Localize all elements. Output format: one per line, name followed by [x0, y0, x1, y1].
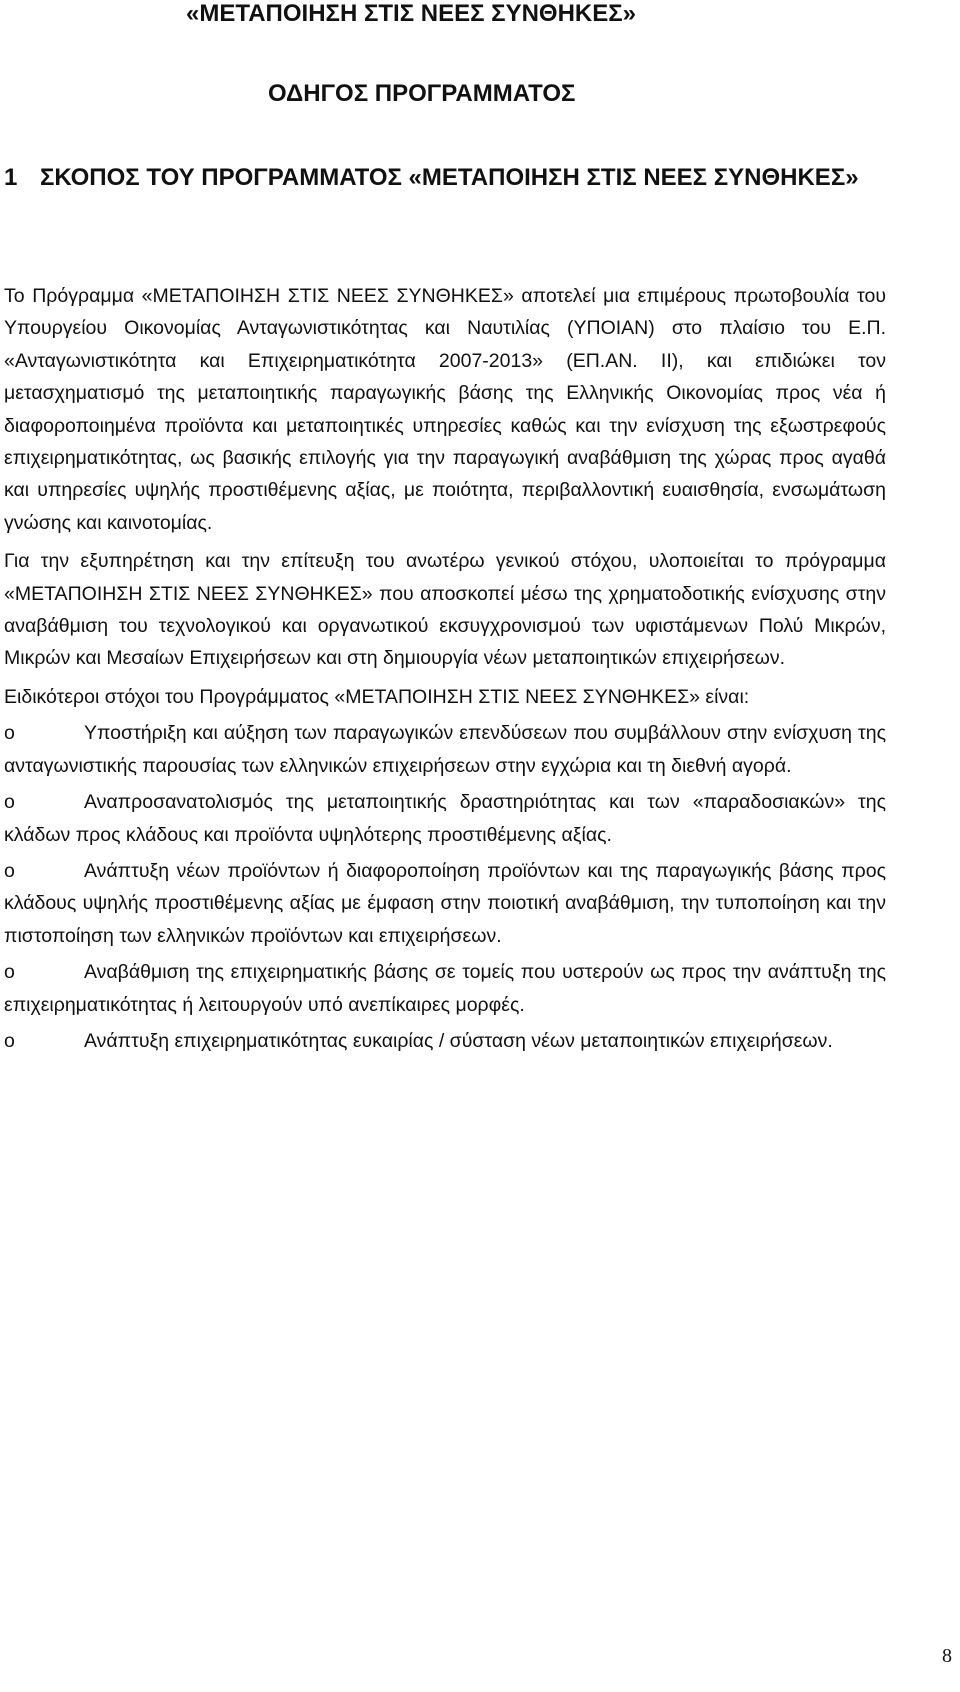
list-item [4, 956, 886, 1021]
list-item [4, 717, 886, 782]
bullet-mark: o [4, 791, 15, 814]
section-heading [4, 160, 886, 196]
section-number: 1 [4, 164, 18, 191]
list-item-text: Αναβάθμιση της επιχειρηματικής βάσης σε τομείς που υστερούν ως προς την ανάπτυξη της επιχειρηματικότητας ή λειτουργούν υπό ανεπίκαιρες μορφές. [4, 961, 886, 1016]
paragraph-objectives-intro: Ειδικότεροι στόχοι του Προγράμματος «ΜΕΤΑΠΟΙΗΣΗ ΣΤΙΣ ΝΕΕΣ ΣΥΝΘΗΚΕΣ» είναι: [4, 685, 750, 708]
list-item-text: Αναπροσανατολισμός της μεταποιητικής δραστηριότητας και των «παραδοσιακών» της κλάδων προς κλάδους και προϊόντα υψηλότερης προστιθέμενης αξίας. [4, 791, 886, 846]
paragraph-purpose: Για την εξυπηρέτηση και την επίτευξη του ανωτέρω γενικού στόχου, υλοποιείται το πρόγραμμα «ΜΕΤΑΠΟΙΗΣΗ ΣΤΙΣ ΝΕΕΣ ΣΥΝΘΗΚΕΣ» που αποσκοπεί μέσω της χρηματοδοτικής ενίσχυσης στην αναβάθμιση του τεχνολογικού και οργανωτικού εκσυγχρονισμού των υφιστάμενων Πολύ Μικρών, Μικρών και Μεσαίων Επιχειρήσεων και στη δημιουργία νέων μεταποιητικών επιχειρήσεων. [4, 550, 886, 670]
section-title: ΣΚΟΠΟΣ ΤΟΥ ΠΡΟΓΡΑΜΜΑΤΟΣ «ΜΕΤΑΠΟΙΗΣΗ ΣΤΙΣ ΝΕΕΣ ΣΥΝΘΗΚΕΣ» [40, 164, 859, 191]
page-number: 8 [942, 1645, 952, 1667]
bullet-mark: o [4, 722, 15, 745]
document-body [4, 280, 886, 1057]
paragraph-intro: Το Πρόγραμμα «ΜΕΤΑΠΟΙΗΣΗ ΣΤΙΣ ΝΕΕΣ ΣΥΝΘΗΚΕΣ» αποτελεί μια επιμέρους πρωτοβουλία του Υπουργείου Οικονομίας Ανταγωνιστικότητας και Ναυτιλίας (ΥΠΟΙΑΝ) στο πλαίσιο του Ε.Π. «Ανταγωνιστικότητα και Επιχειρηματικότητα 2007-2013» (ΕΠ.ΑΝ. ΙΙ), και επιδιώκει τον μετασχηματισμό της μεταποιητικής παραγωγικής βάσης της Ελληνικής Οικονομίας προς νέα ή διαφοροποιημένα προϊόντα και μεταποιητικές υπηρεσίες καθώς και την ενίσχυση της εξωστρεφούς επιχειρηματικότητας, ως βασικής επιλογής για την παραγωγική αναβάθμιση της χώρας προς αγαθά και υπηρεσίες υψηλής προστιθέμενης αξίας, με ποιότητα, περιβαλλοντική ευαισθησία, ενσωμάτωση γνώσης και καινοτομίας. [4, 285, 886, 534]
bullet-mark: o [4, 961, 15, 984]
list-item-text: Ανάπτυξη νέων προϊόντων ή διαφοροποίηση προϊόντων και της παραγωγικής βάσης προς κλάδους υψηλής προστιθέμενης αξίας με έμφαση στην ποιοτική αναβάθμιση, την τυποποίηση και την πιστοποίηση των ελληνικών προϊόντων και επιχειρήσεων. [4, 859, 886, 947]
document-subtitle: ΟΔΗΓΟΣ ΠΡΟΓΡΑΜΜΑΤΟΣ [268, 80, 576, 107]
list-item [4, 1025, 886, 1057]
list-item [4, 855, 886, 952]
document-title: «ΜΕΤΑΠΟΙΗΣΗ ΣΤΙΣ ΝΕΕΣ ΣΥΝΘΗΚΕΣ» [186, 0, 637, 27]
bullet-mark: o [4, 859, 15, 882]
list-item [4, 786, 886, 851]
bullet-mark: o [4, 1029, 15, 1052]
list-item-text: Ανάπτυξη επιχειρηματικότητας ευκαιρίας / σύσταση νέων μεταποιητικών επιχειρήσεων. [84, 1029, 833, 1052]
list-item-text: Υποστήριξη και αύξηση των παραγωγικών επενδύσεων που συμβάλλουν στην ενίσχυση της ανταγωνιστικής παρουσίας των ελληνικών επιχειρήσεων στην εγχώρια και τη διεθνή αγορά. [4, 722, 886, 777]
